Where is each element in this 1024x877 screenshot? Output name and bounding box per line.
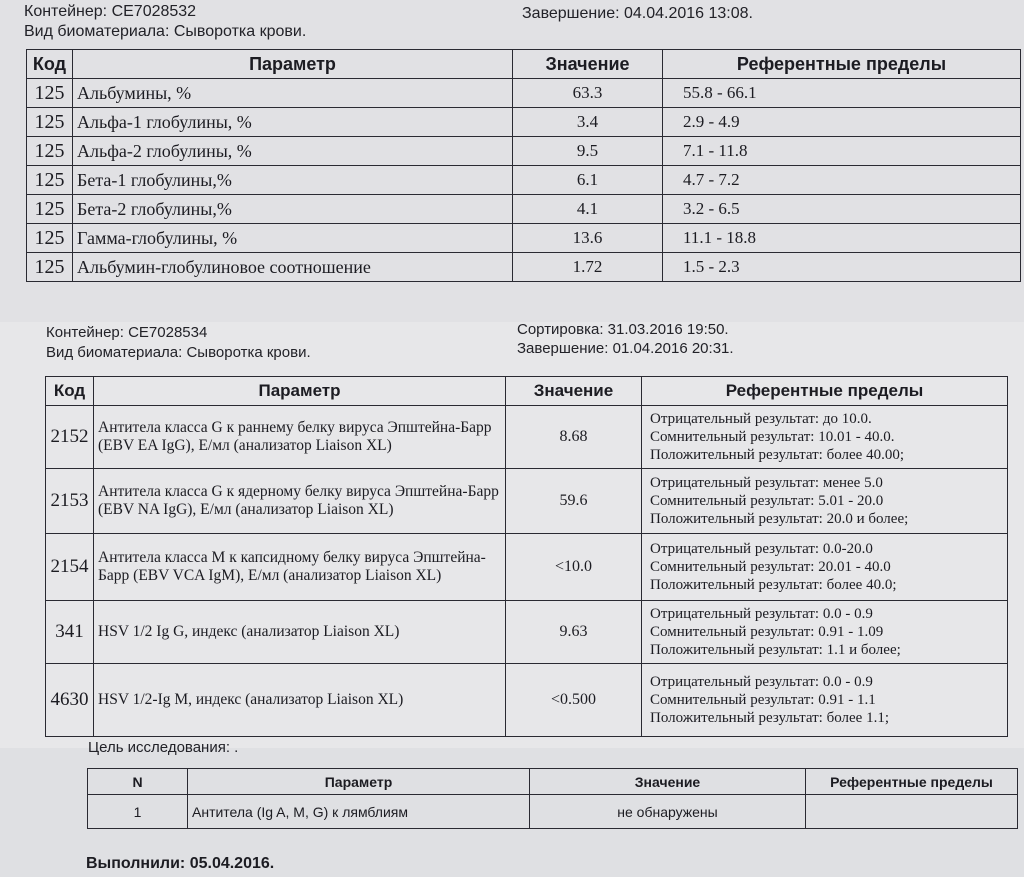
column-header: Значение (513, 50, 663, 79)
ref-positive: Положительный результат: 20.0 и более; (650, 511, 909, 527)
table-row (46, 406, 1008, 469)
column-header: Значение (506, 377, 642, 406)
table-row (46, 601, 1008, 664)
table-row (27, 253, 1021, 282)
column-header: Код (46, 377, 94, 406)
column-header: Код (27, 50, 73, 79)
antibodies-table (45, 376, 1008, 737)
param-cell: Альфа-1 глобулины, % (73, 108, 513, 137)
n-cell: 1 (88, 795, 188, 829)
table-row (46, 534, 1008, 601)
ref-cell: 11.1 - 18.8 (663, 224, 1021, 253)
ref-cell: 3.2 - 6.5 (663, 195, 1021, 224)
param-cell: Бета-1 глобулины,% (73, 166, 513, 195)
biomaterial-label: Вид биоматериала: Сыворотка крови. (24, 23, 307, 40)
value-cell: 3.4 (513, 108, 663, 137)
value-cell: 4.1 (513, 195, 663, 224)
table-row (27, 166, 1021, 195)
ref-doubtful: Сомнительный результат: 0.91 - 1.1 (650, 692, 876, 708)
value-cell: 8.68 (506, 406, 642, 469)
param-cell: Антитела класса G к раннему белку вируса Эпштейна-Барр (EBV EA IgG), Е/мл (анализатор Liaison XL) (94, 406, 506, 469)
ref-positive: Положительный результат: более 1.1; (650, 710, 889, 726)
code-cell: 341 (46, 601, 94, 664)
completed-label: Завершение: 01.04.2016 20:31. (517, 340, 734, 357)
container-label: Контейнер: CE7028532 (24, 3, 197, 20)
container-label: Контейнер: CE7028534 (46, 324, 208, 341)
ref-cell (642, 664, 1008, 737)
ref-positive: Положительный результат: более 40.0; (650, 577, 897, 593)
ref-doubtful: Сомнительный результат: 0.91 - 1.09 (650, 624, 884, 640)
ref-cell (642, 601, 1008, 664)
table-header-row (88, 769, 1018, 795)
table-row (27, 137, 1021, 166)
param-cell: Антитела класса G к ядерному белку вируса Эпштейна-Барр (EBV NA IgG), Е/мл (анализатор Liaison XL) (94, 469, 506, 534)
param-cell: Бета-2 глобулины,% (73, 195, 513, 224)
ref-negative: Отрицательный результат: до 10.0. (650, 411, 872, 427)
param-cell: Гамма-глобулины, % (73, 224, 513, 253)
value-cell: 59.6 (506, 469, 642, 534)
table-row (27, 79, 1021, 108)
param-cell: Альбумин-глобулиновое соотношение (73, 253, 513, 282)
code-cell: 2152 (46, 406, 94, 469)
ref-positive: Положительный результат: более 40.00; (650, 447, 904, 463)
value-cell: <10.0 (506, 534, 642, 601)
ref-doubtful: Сомнительный результат: 5.01 - 20.0 (650, 493, 884, 509)
sorting-label: Сортировка: 31.03.2016 19:50. (517, 321, 729, 338)
column-header: Параметр (94, 377, 506, 406)
table-header-row (46, 377, 1008, 406)
ref-positive: Положительный результат: 1.1 и более; (650, 642, 901, 658)
ref-doubtful: Сомнительный результат: 10.01 - 40.0. (650, 429, 895, 445)
ref-cell: 55.8 - 66.1 (663, 79, 1021, 108)
protein-fractions-sheet (0, 0, 1024, 322)
code-cell: 125 (27, 166, 73, 195)
column-header: Значение (530, 769, 806, 795)
ref-cell: 4.7 - 7.2 (663, 166, 1021, 195)
ref-cell (806, 795, 1018, 829)
code-cell: 125 (27, 253, 73, 282)
ref-negative: Отрицательный результат: 0.0 - 0.9 (650, 674, 873, 690)
value-cell: 1.72 (513, 253, 663, 282)
code-cell: 125 (27, 137, 73, 166)
column-header: Референтные пределы (806, 769, 1018, 795)
value-cell: 13.6 (513, 224, 663, 253)
ref-negative: Отрицательный результат: 0.0-20.0 (650, 541, 873, 557)
value-cell: 63.3 (513, 79, 663, 108)
param-cell: Антитела класса М к капсидному белку вируса Эпштейна-Барр (EBV VCA IgM), Е/мл (анализатор Liaison XL) (94, 534, 506, 601)
lamblia-table (87, 768, 1018, 829)
column-header: Параметр (73, 50, 513, 79)
ref-negative: Отрицательный результат: менее 5.0 (650, 475, 883, 491)
code-cell: 125 (27, 108, 73, 137)
param-cell: Альбумины, % (73, 79, 513, 108)
ref-negative: Отрицательный результат: 0.0 - 0.9 (650, 606, 873, 622)
column-header: Референтные пределы (663, 50, 1021, 79)
ref-cell: 7.1 - 11.8 (663, 137, 1021, 166)
biomaterial-label: Вид биоматериала: Сыворотка крови. (46, 344, 311, 361)
table-row (46, 469, 1008, 534)
column-header: N (88, 769, 188, 795)
value-cell: 9.5 (513, 137, 663, 166)
table-row (27, 108, 1021, 137)
code-cell: 4630 (46, 664, 94, 737)
table-row (88, 795, 1018, 829)
value-cell: 9.63 (506, 601, 642, 664)
table-header-row (27, 50, 1021, 79)
performed-label: Выполнили: 05.04.2016. (86, 855, 275, 872)
ref-doubtful: Сомнительный результат: 20.01 - 40.0 (650, 559, 891, 575)
code-cell: 125 (27, 195, 73, 224)
table-row (46, 664, 1008, 737)
ref-cell (642, 534, 1008, 601)
param-cell: Антитела (Ig A, M, G) к лямблиям (188, 795, 530, 829)
code-cell: 125 (27, 224, 73, 253)
ref-cell (642, 406, 1008, 469)
table-row (27, 195, 1021, 224)
code-cell: 125 (27, 79, 73, 108)
table-row (27, 224, 1021, 253)
ref-cell: 2.9 - 4.9 (663, 108, 1021, 137)
value-cell: <0.500 (506, 664, 642, 737)
value-cell: не обнаружены (530, 795, 806, 829)
param-cell: Альфа-2 глобулины, % (73, 137, 513, 166)
ref-cell: 1.5 - 2.3 (663, 253, 1021, 282)
purpose-label: Цель исследования: . (88, 739, 239, 756)
column-header: Референтные пределы (642, 377, 1008, 406)
code-cell: 2153 (46, 469, 94, 534)
ref-cell (642, 469, 1008, 534)
param-cell: HSV 1/2-Ig M, индекс (анализатор Liaison XL) (94, 664, 506, 737)
protein-fractions-table (26, 49, 1021, 282)
completed-label: Завершение: 04.04.2016 13:08. (522, 5, 753, 22)
param-cell: HSV 1/2 Ig G, индекс (анализатор Liaison XL) (94, 601, 506, 664)
code-cell: 2154 (46, 534, 94, 601)
column-header: Параметр (188, 769, 530, 795)
value-cell: 6.1 (513, 166, 663, 195)
